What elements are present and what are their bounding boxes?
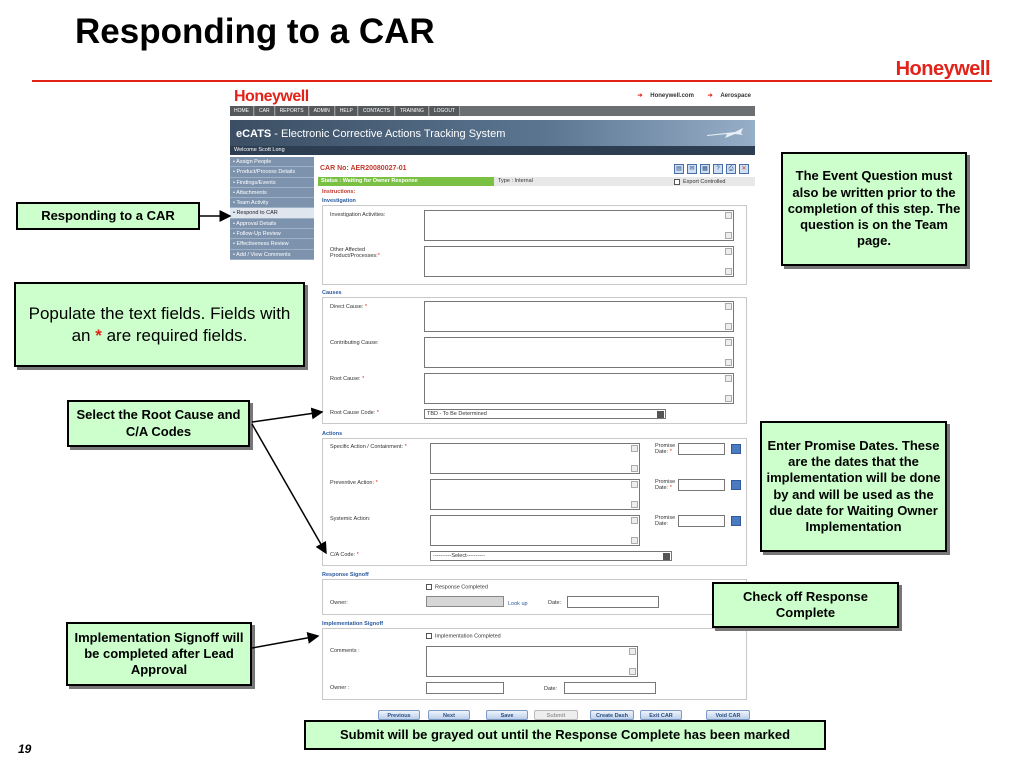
promise-date-label-2: Promise Date: *: [655, 479, 676, 491]
ca-code-label: C/A Code: *: [330, 552, 359, 558]
lookup-link[interactable]: Look up: [508, 601, 528, 607]
callout-event-question: The Event Question must also be written prior to the completion of this step. The question is on the Team page.: [781, 152, 967, 266]
root-cause-code-select[interactable]: TBD - To Be Determined: [424, 409, 666, 419]
nav-logout[interactable]: LOGOUT: [430, 106, 460, 116]
checkbox-icon: [674, 179, 680, 185]
void-car-button[interactable]: Void CAR: [706, 710, 750, 720]
folder-icon[interactable]: ▦: [700, 164, 710, 174]
comments-input[interactable]: [426, 646, 638, 677]
implementation-date-input[interactable]: [564, 682, 656, 694]
nav-car[interactable]: CAR: [255, 106, 275, 116]
calendar-icon[interactable]: [731, 480, 741, 490]
investigation-activities-input[interactable]: [424, 210, 734, 241]
help-icon[interactable]: ?: [713, 164, 723, 174]
ecats-screenshot: [230, 86, 755, 722]
honeywell-logo: Honeywell: [895, 58, 990, 80]
response-date-label: Date:: [548, 600, 562, 606]
preventive-action-label: Preventive Action: *: [330, 480, 378, 486]
callout-check-off: Check off Response Complete: [712, 582, 899, 628]
status-badge: Status : Waiting for Owner Response: [318, 177, 494, 186]
actions-title: Actions: [322, 431, 343, 437]
chevron-down-icon: [663, 553, 670, 560]
promise-date-input-3[interactable]: [678, 515, 725, 527]
create-dash-button[interactable]: Create Dash: [590, 710, 634, 720]
honeywell-com-link[interactable]: ➔ Honeywell.com: [637, 93, 694, 99]
airplane-icon: [705, 126, 745, 140]
callout-promise-dates: Enter Promise Dates. These are the dates that the implementation will be done by and will be used as the due date for Waiting Owner Implementation: [760, 421, 947, 552]
sidebar-item-attachments[interactable]: • Attachments: [230, 188, 314, 198]
response-owner-label: Owner:: [330, 600, 348, 606]
sidebar-item-findings-events[interactable]: • Findings/Events: [230, 178, 314, 188]
calendar-icon[interactable]: [731, 444, 741, 454]
callout-submit-note: Submit will be grayed out until the Response Complete has been marked: [304, 720, 826, 750]
external-links: [626, 92, 751, 99]
investigation-section: [322, 205, 747, 285]
causes-title: Causes: [322, 290, 342, 296]
investigation-title: Investigation: [322, 198, 356, 204]
callout-responding: Responding to a CAR: [16, 202, 200, 230]
implementation-owner-label: Owner :: [330, 685, 350, 691]
implementation-date-label: Date:: [544, 686, 558, 692]
previous-button[interactable]: Previous: [378, 710, 420, 720]
car-number: CAR No: AER20080027-01: [320, 165, 407, 172]
sidebar-item-effectiveness-review[interactable]: • Effectiveness Review: [230, 239, 314, 249]
direct-cause-input[interactable]: [424, 301, 734, 332]
instructions-label: Instructions:: [322, 189, 356, 195]
email-icon[interactable]: ✉: [687, 164, 697, 174]
sidebar-item-product-process[interactable]: • Product/Process Details: [230, 167, 314, 177]
response-signoff-section: [322, 579, 747, 615]
investigation-activities-label: Investigation Activities:: [330, 212, 386, 218]
root-cause-input[interactable]: [424, 373, 734, 404]
direct-cause-label: Direct Cause: *: [330, 304, 367, 310]
nav-admin[interactable]: ADMIN: [310, 106, 335, 116]
document-icon[interactable]: ▤: [674, 164, 684, 174]
implementation-owner-input[interactable]: [426, 682, 504, 694]
save-button[interactable]: Save: [486, 710, 528, 720]
sidebar: [230, 157, 314, 260]
contributing-cause-label: Contributing Cause:: [330, 340, 379, 346]
sidebar-item-respond-to-car[interactable]: • Respond to CAR: [230, 208, 314, 218]
next-button[interactable]: Next: [428, 710, 470, 720]
root-cause-code-label: Root Cause Code: *: [330, 410, 379, 416]
systemic-action-label: Systemic Action:: [330, 516, 371, 522]
welcome-bar: Welcome Scott Long: [230, 146, 755, 155]
chevron-down-icon: [657, 411, 664, 418]
car-form: [318, 157, 755, 722]
preventive-action-input[interactable]: [430, 479, 640, 510]
checkbox-icon: [426, 584, 432, 590]
promise-date-input-1[interactable]: [678, 443, 725, 455]
page-number: 19: [18, 742, 32, 756]
ca-code-select[interactable]: ----------Select----------: [430, 551, 672, 561]
promise-date-input-2[interactable]: [678, 479, 725, 491]
other-affected-label: Other Affected Product/Processes:*: [330, 247, 380, 259]
specific-action-label: Specific Action / Containment: *: [330, 444, 407, 450]
specific-action-input[interactable]: [430, 443, 640, 474]
toolbar: [671, 164, 749, 174]
promise-date-label-3: Promise Date:: [655, 515, 676, 527]
car-type: Type : Internal: [498, 178, 533, 184]
sidebar-item-add-view-comments[interactable]: • Add / View Comments: [230, 250, 314, 260]
app-banner-title: eCATS - Electronic Corrective Actions Tracking System: [236, 128, 506, 140]
comments-label: Comments :: [330, 648, 360, 654]
arrow-right-icon: ➔: [637, 93, 643, 99]
response-signoff-title: Response Signoff: [322, 572, 369, 578]
callout-root-cause: Select the Root Cause and C/A Codes: [67, 400, 250, 447]
other-affected-input[interactable]: [424, 246, 734, 277]
status-bar: [318, 177, 755, 186]
submit-button: Submit: [534, 710, 578, 720]
sidebar-item-assign-people[interactable]: • Assign People: [230, 157, 314, 167]
print-icon[interactable]: ⎙: [726, 164, 736, 174]
callout-populate: Populate the text fields. Fields with an * are required fields.: [14, 282, 305, 367]
top-nav: [230, 106, 755, 116]
response-completed-checkbox[interactable]: Response Completed: [426, 584, 488, 590]
nav-reports[interactable]: REPORTS: [276, 106, 309, 116]
app-logo: Honeywell: [234, 88, 309, 105]
slide-title: Responding to a CAR: [75, 12, 435, 51]
actions-section: [322, 438, 747, 566]
implementation-signoff-section: [322, 628, 747, 700]
contributing-cause-input[interactable]: [424, 337, 734, 368]
implementation-signoff-title: Implementation Signoff: [322, 621, 384, 627]
root-cause-label: Root Cause: *: [330, 376, 365, 382]
title-divider: [32, 80, 992, 82]
response-owner-input: [426, 596, 504, 607]
arrow-right-icon: ➔: [707, 93, 713, 99]
checkbox-icon: [426, 633, 432, 639]
close-icon[interactable]: ✕: [739, 164, 749, 174]
app-header: [230, 86, 755, 106]
nav-training[interactable]: TRAINING: [396, 106, 429, 116]
nav-contacts[interactable]: CONTACTS: [359, 106, 395, 116]
aerospace-link[interactable]: ➔ Aerospace: [707, 93, 751, 99]
sidebar-item-approval-details[interactable]: • Approval Details: [230, 219, 314, 229]
app-banner: [230, 120, 755, 146]
sidebar-item-follow-up-review[interactable]: • Follow-Up Review: [230, 229, 314, 239]
exit-car-button[interactable]: Exit CAR: [640, 710, 682, 720]
implementation-completed-checkbox[interactable]: Implementation Completed: [426, 633, 501, 639]
response-date-input[interactable]: [567, 596, 659, 608]
systemic-action-input[interactable]: [430, 515, 640, 546]
causes-section: [322, 297, 747, 424]
nav-home[interactable]: HOME: [230, 106, 254, 116]
calendar-icon[interactable]: [731, 516, 741, 526]
callout-implementation-signoff: Implementation Signoff will be completed after Lead Approval: [66, 622, 252, 686]
sidebar-item-team-activity[interactable]: • Team Activity: [230, 198, 314, 208]
export-controlled-checkbox[interactable]: Export Controlled: [674, 178, 726, 186]
promise-date-label-1: Promise Date: *: [655, 443, 676, 455]
nav-help[interactable]: HELP: [336, 106, 358, 116]
